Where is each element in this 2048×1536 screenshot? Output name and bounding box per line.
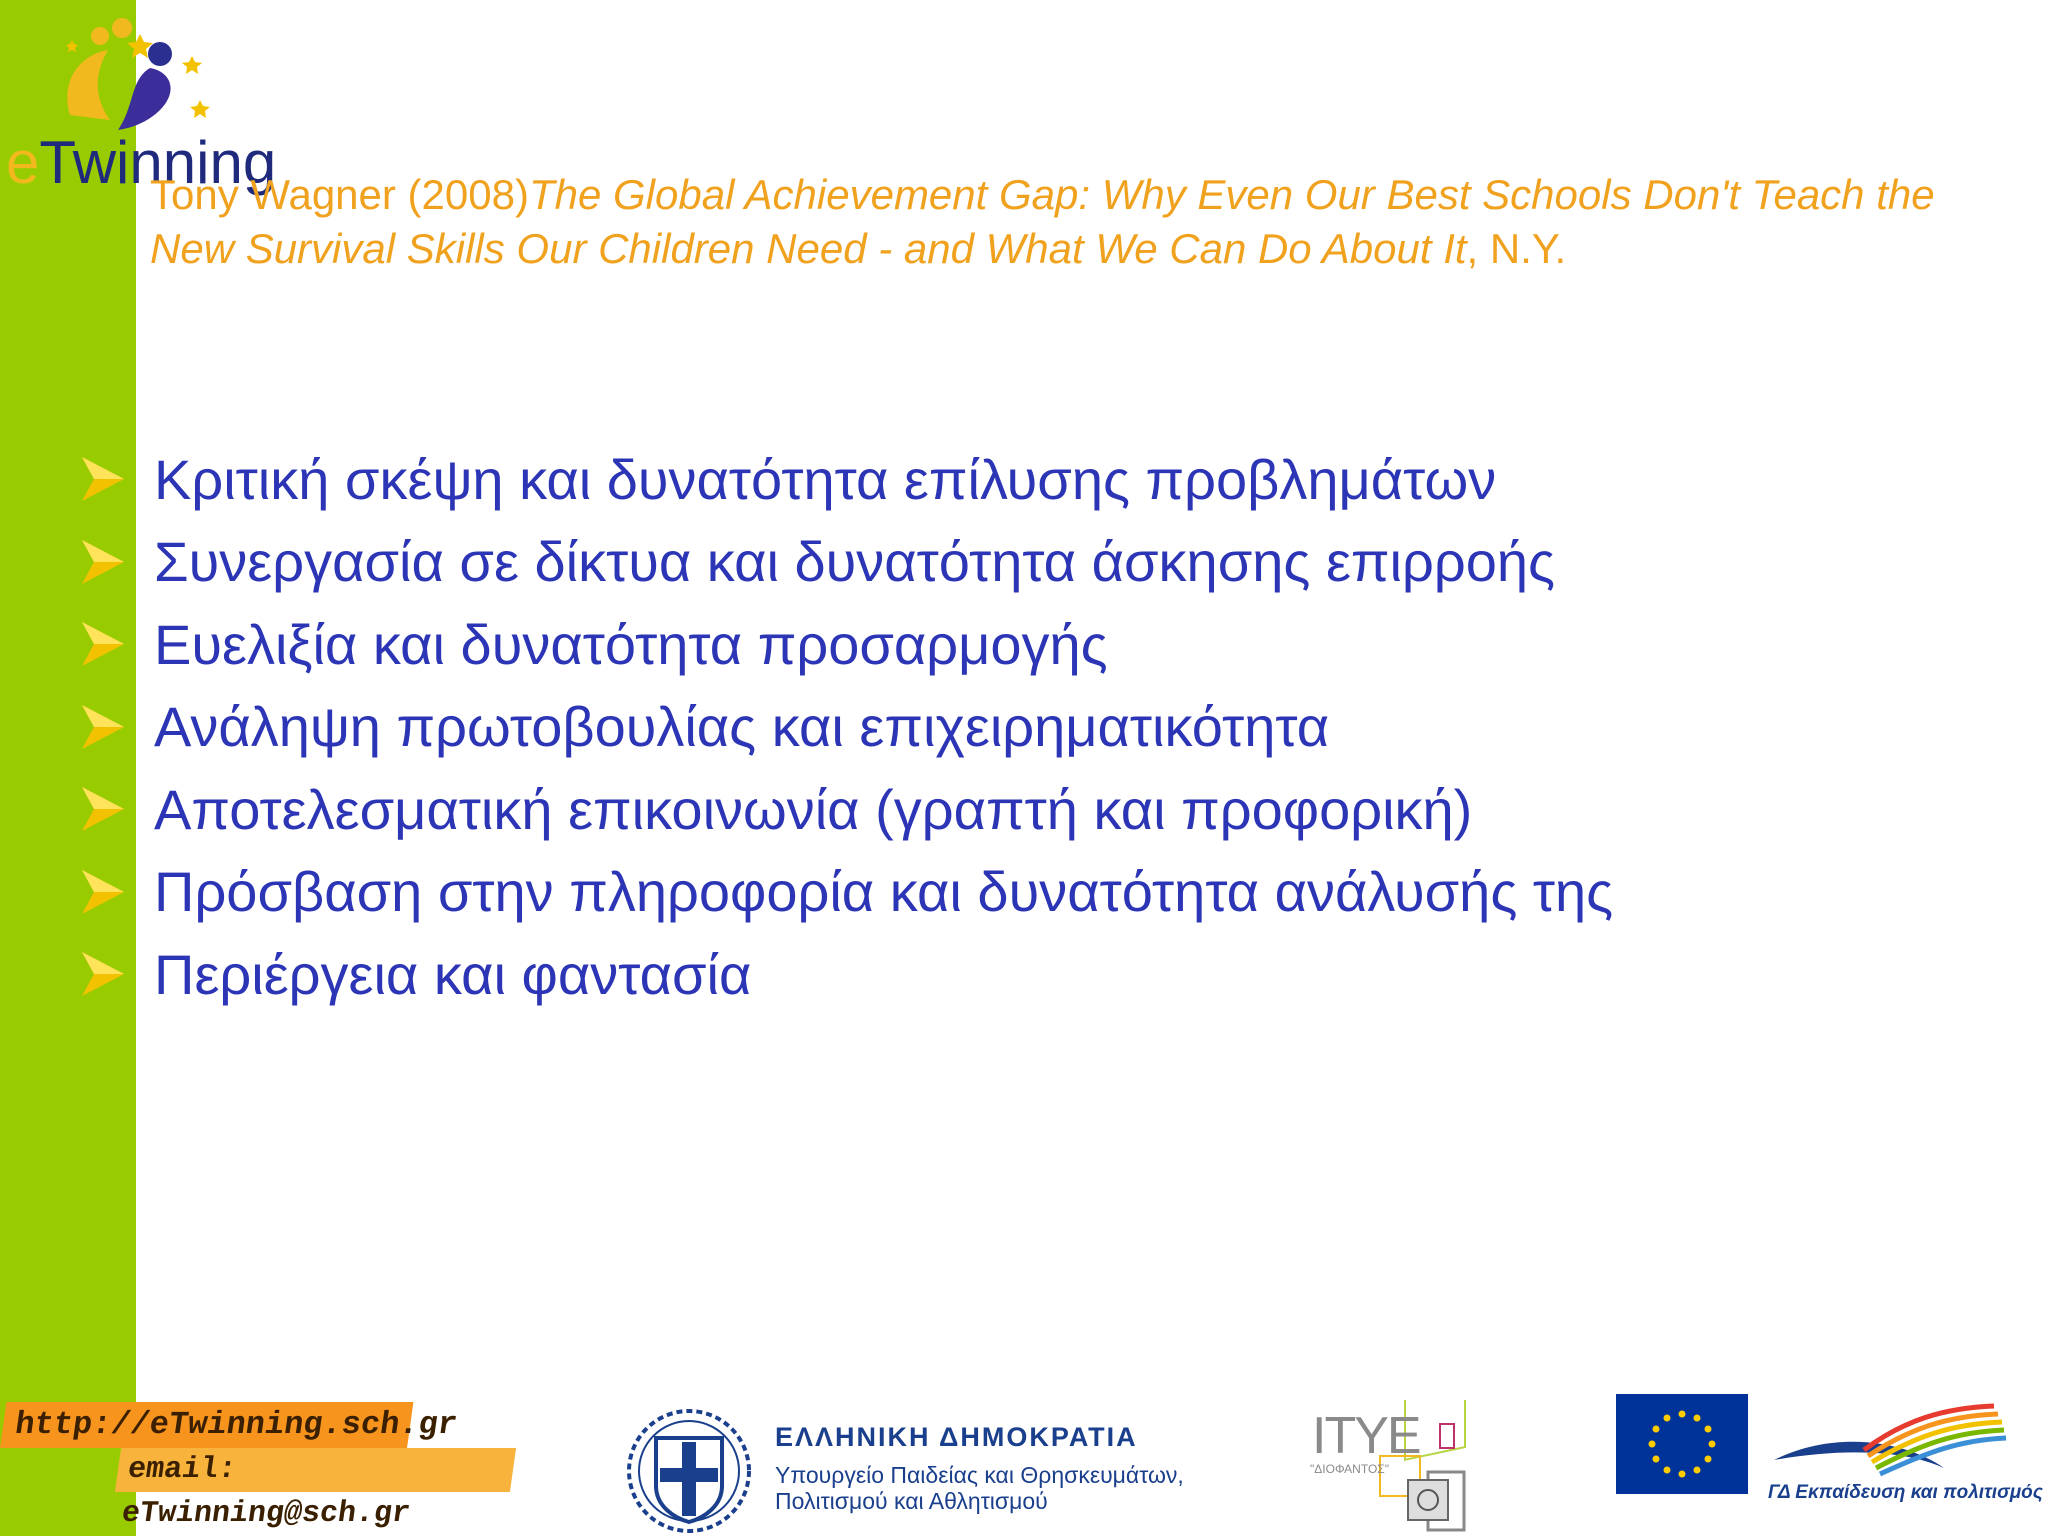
arrow-bullet-icon — [80, 703, 126, 751]
list-item — [80, 851, 1613, 934]
list-item — [80, 438, 1613, 521]
list-item — [80, 933, 1613, 1016]
bullet-text: Πρόσβαση στην πληροφορία και δυνατότητα ανάλυσής της — [154, 860, 1614, 924]
bullet-text: Ανάληψη πρωτοβουλίας και επιχειρηματικότητα — [154, 695, 1330, 759]
arrow-bullet-icon — [80, 620, 126, 668]
ministry-line-1: Υπουργείο Παιδείας και Θρησκευμάτων, — [775, 1462, 1184, 1488]
arrow-bullet-icon — [80, 868, 126, 916]
footer — [0, 1390, 2048, 1536]
list-item — [80, 603, 1613, 686]
eu-flag-icon — [1616, 1394, 1748, 1494]
arrow-bullet-icon — [80, 455, 126, 503]
logo-prefix: e — [6, 129, 40, 196]
arrow-bullet-icon — [80, 538, 126, 586]
arrow-bullet-icon — [80, 785, 126, 833]
ministry-name — [775, 1462, 1184, 1514]
bullet-text: Αποτελεσματική επικοινωνία (γραπτή και προφορική) — [154, 777, 1473, 841]
itye-subtitle: "ΔΙΟΦΑΝΤΟΣ" — [1310, 1462, 1389, 1476]
list-item — [80, 686, 1613, 769]
gd-caption: ΓΔ Εκπαίδευση και πολιτισμός — [1768, 1482, 2043, 1503]
arrow-bullet-icon — [80, 950, 126, 998]
logo-rest: Twinning — [39, 129, 277, 196]
citation-place: , N.Y. — [1466, 225, 1567, 272]
ministry-line-2: Πολιτισμού και Αθλητισμού — [775, 1488, 1048, 1514]
skills-list — [80, 438, 1613, 1016]
email-link[interactable]: email: eTwinning@sch.gr — [115, 1448, 516, 1492]
etwinning-figures-icon — [0, 10, 290, 140]
bullet-text: Κριτική σκέψη και δυνατότητα επίλυσης προβλημάτων — [154, 447, 1497, 511]
bullet-text: Συνεργασία σε δίκτυα και δυνατότητα άσκησης επιρροής — [154, 530, 1555, 594]
greek-republic-title: ΕΛΛΗΝΙΚΗ ΔΗΜΟΚΡΑΤΙΑ — [775, 1422, 1138, 1452]
list-item — [80, 768, 1613, 851]
greek-emblem-icon — [624, 1406, 754, 1536]
citation-author: Tony Wagner (2008) — [150, 171, 529, 218]
gd-education-logo-icon — [1764, 1390, 2014, 1480]
list-item — [80, 521, 1613, 604]
bullet-text: Περιέργεια και φαντασία — [154, 942, 752, 1006]
citation — [150, 168, 1970, 276]
bullet-text: Ευελιξία και δυνατότητα προσαρμογής — [154, 612, 1108, 676]
url-link[interactable]: http://eTwinning.sch.gr — [0, 1402, 413, 1448]
citation-title: The Global Achievement Gap: Why Even Our Best Schools Don't Teach the New Survival Skills Our Children Need - and What We Can Do About It — [150, 171, 1935, 272]
itye-wordmark: ITYE — [1312, 1407, 1420, 1465]
